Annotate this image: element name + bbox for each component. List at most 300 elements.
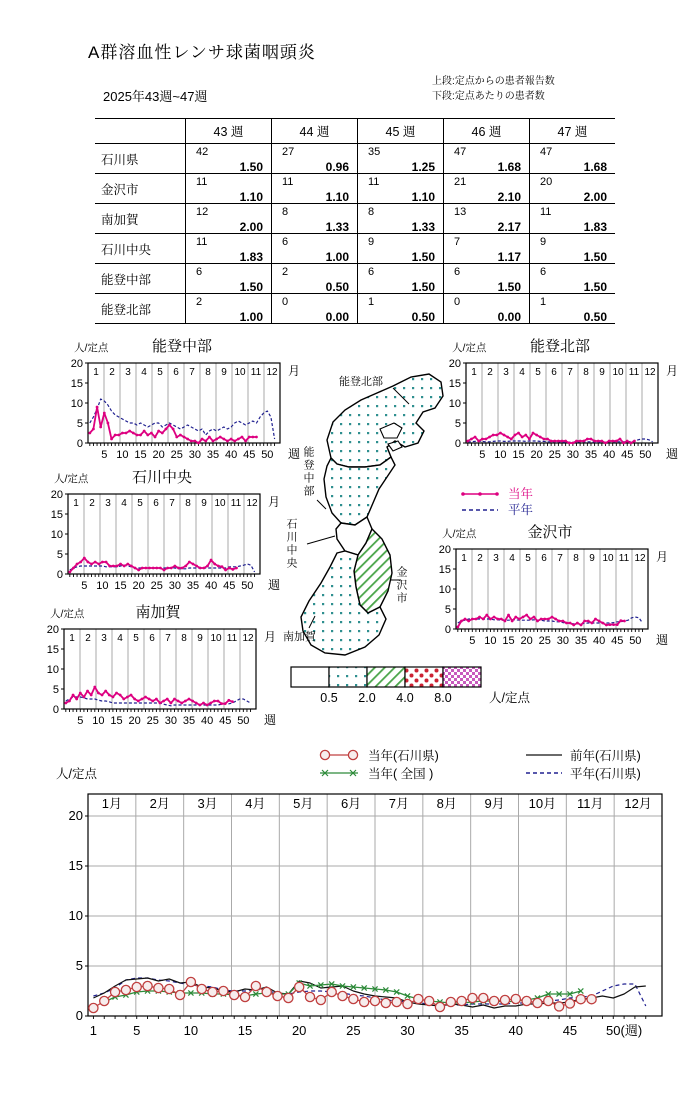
col-header-week45: 45 週 xyxy=(358,119,444,144)
legend-row-current xyxy=(460,486,533,502)
axis-tick-label: 週 xyxy=(264,713,277,727)
scale-box-over-8.0 xyxy=(443,667,481,687)
axis-tick-label: 11月 xyxy=(577,796,604,811)
scale-box-under-0.5 xyxy=(291,667,329,687)
axis-tick-label: 3 xyxy=(105,498,111,509)
per-sentinel-rate: 0.50 xyxy=(411,310,435,324)
axis-tick-label: 50 xyxy=(237,715,250,727)
axis-tick-label: 15 xyxy=(114,580,127,592)
axis-tick-label: 5 xyxy=(157,367,163,378)
report-count: 27 xyxy=(282,146,295,158)
week-value-cell xyxy=(444,204,530,234)
axis-tick-label: 5 xyxy=(525,553,531,564)
previous-year-line-sample xyxy=(524,748,564,762)
report-count: 13 xyxy=(454,206,467,218)
axis-tick-label: 30 xyxy=(566,449,579,461)
chart-canvas xyxy=(69,794,662,1038)
week-value-cell xyxy=(444,234,530,264)
axis-tick-label: 45 xyxy=(243,449,256,461)
axis-tick-label: 6 xyxy=(551,367,557,378)
table-row xyxy=(95,174,615,204)
axis-tick-label: 12月 xyxy=(624,796,652,811)
axis-tick-label: 10 xyxy=(438,584,451,596)
week-value-cell xyxy=(530,294,616,324)
axis-tick-label: 1 xyxy=(461,553,467,564)
week-value-cell xyxy=(444,144,530,174)
x-axis-ticks xyxy=(458,629,668,647)
axis-tick-label: 10 xyxy=(96,580,109,592)
axis-tick-label: 45 xyxy=(223,580,236,592)
per-sentinel-rate: 1.10 xyxy=(325,190,349,204)
y-axis-ticks xyxy=(51,489,68,581)
col-header-week43: 43 週 xyxy=(186,119,272,144)
axis-tick-label: 2 xyxy=(487,367,493,378)
col-header-week44: 44 週 xyxy=(272,119,358,144)
axis-tick-label: 45 xyxy=(562,1023,578,1038)
axis-tick-label: 20 xyxy=(68,808,83,823)
axis-tick-label: 6月 xyxy=(340,796,362,811)
axis-tick-label: 10 xyxy=(210,633,222,644)
per-sentinel-rate: 1.50 xyxy=(497,280,521,294)
current-ishikawa-line-sample xyxy=(316,748,362,762)
week-value-cell xyxy=(186,144,272,174)
table-row xyxy=(95,264,615,294)
axis-tick-label: 11 xyxy=(628,367,640,378)
chart-title: 石川中央 xyxy=(131,469,192,486)
chart-block-minami-kaga xyxy=(28,602,280,736)
per-sentinel-rate: 0.00 xyxy=(497,310,521,324)
axis-tick-label: 5 xyxy=(444,604,451,616)
chart-head xyxy=(32,467,284,484)
report-count: 11 xyxy=(540,206,552,218)
axis-tick-label: 6 xyxy=(153,498,159,509)
axis-tick-label: 1 xyxy=(471,367,477,378)
current-national-line-sample xyxy=(316,766,362,780)
axis-tick-label: 6 xyxy=(173,367,179,378)
chart-canvas xyxy=(51,489,280,592)
legend-current-label: 当年 xyxy=(508,487,534,501)
axis-tick-label: 10 xyxy=(46,664,59,676)
per-sentinel-rate: 0.00 xyxy=(325,310,349,324)
axis-tick-label: 40 xyxy=(508,1023,524,1038)
axis-tick-label: 35 xyxy=(186,580,200,592)
axis-tick-label: 5 xyxy=(535,367,541,378)
note-lower: 下段:定点あたりの患者数 xyxy=(432,91,545,102)
region-name-cell: 石川中央 xyxy=(95,234,186,264)
axis-tick-label: 週 xyxy=(656,633,669,647)
axis-tick-label: 2月 xyxy=(149,796,170,811)
month-grid xyxy=(69,629,276,709)
axis-tick-label: 週 xyxy=(666,447,679,461)
report-period: 2025年43週~47週 xyxy=(103,89,208,104)
axis-tick-label: 40 xyxy=(602,449,616,461)
report-count: 7 xyxy=(454,236,461,248)
chart-canvas xyxy=(449,358,678,461)
axis-tick-label: 9 xyxy=(599,367,605,378)
axis-tick-label: 11 xyxy=(230,498,242,509)
per-sentinel-rate: 2.17 xyxy=(497,220,521,234)
axis-tick-label: 10 xyxy=(92,715,105,727)
axis-tick-label: 7 xyxy=(189,367,195,378)
line-chart-ishikawa-chuo xyxy=(32,484,284,596)
per-sentinel-rate: 1.50 xyxy=(411,280,435,294)
report-count: 6 xyxy=(454,266,461,278)
chart-canvas xyxy=(439,544,668,647)
y-axis-unit-label: 人/定点 xyxy=(442,528,477,540)
week-value-cell xyxy=(444,174,530,204)
big-legend-row2-col1 xyxy=(316,765,433,781)
axis-tick-label: 10 xyxy=(612,367,624,378)
report-count: 0 xyxy=(454,296,461,308)
axis-tick-label: 12 xyxy=(266,367,278,378)
axis-tick-label: 10 xyxy=(234,367,246,378)
report-count: 9 xyxy=(540,236,547,248)
axis-tick-label: 40 xyxy=(224,449,238,461)
axis-tick-label: 40 xyxy=(592,635,606,647)
line-chart-ishikawa-prefecture xyxy=(42,788,692,1046)
week-value-cell xyxy=(272,144,358,174)
axis-tick-label: 0 xyxy=(52,704,59,716)
axis-tick-label: 5月 xyxy=(293,796,314,811)
y-axis-unit-label: 人/定点 xyxy=(50,608,85,620)
scale-label-2.0: 2.0 xyxy=(358,691,376,705)
chart-canvas xyxy=(47,624,276,727)
chart-title: 能登北部 xyxy=(529,338,590,355)
per-sentinel-rate: 1.68 xyxy=(583,160,607,174)
week-value-cell xyxy=(530,144,616,174)
axis-tick-label: 15 xyxy=(237,1023,253,1038)
axis-tick-label: 20 xyxy=(46,624,59,636)
per-sentinel-rate: 1.68 xyxy=(497,160,521,174)
axis-tick-label: 3月 xyxy=(197,796,218,811)
week-value-cell xyxy=(530,174,616,204)
region-name-cell: 金沢市 xyxy=(95,174,186,204)
table-row xyxy=(95,234,615,264)
x-axis-ticks xyxy=(90,1016,646,1038)
axis-tick-label: 10 xyxy=(484,635,497,647)
chart-head xyxy=(28,602,280,619)
map-label-noto-hokubu: 能登北部 xyxy=(339,376,383,388)
axis-tick-label: 15 xyxy=(512,449,525,461)
axis-tick-label: 0 xyxy=(75,1008,83,1023)
legend-current-ishikawa-label: 当年(石川県) xyxy=(368,749,439,763)
week-value-cell xyxy=(186,264,272,294)
axis-tick-label: 7 xyxy=(567,367,573,378)
per-sentinel-rate: 1.50 xyxy=(411,250,435,264)
week-value-cell xyxy=(358,144,444,174)
axis-tick-label: 6 xyxy=(541,553,547,564)
axis-tick-label: 30 xyxy=(164,715,177,727)
x-axis-ticks xyxy=(70,574,280,592)
month-grid xyxy=(93,363,300,443)
table-corner-cell xyxy=(95,119,186,144)
axis-tick-label: 5 xyxy=(56,549,63,561)
chart-head xyxy=(430,336,682,353)
chart-title: 南加賀 xyxy=(135,604,181,621)
table-row xyxy=(95,294,615,324)
report-count: 1 xyxy=(368,296,375,308)
axis-tick-label: 10 xyxy=(183,1023,199,1038)
per-sentinel-rate: 2.00 xyxy=(239,220,263,234)
axis-tick-label: 15 xyxy=(502,635,515,647)
map-region-noto-chubu xyxy=(324,457,395,525)
axis-tick-label: 2 xyxy=(109,367,115,378)
col-header-week47: 47 週 xyxy=(530,119,616,144)
map-label-minami-kaga: 南加賀 xyxy=(283,631,316,643)
axis-tick-label: 1 xyxy=(89,1023,98,1038)
axis-tick-label: 8 xyxy=(583,367,589,378)
axis-tick-label: 35 xyxy=(206,449,220,461)
per-sentinel-rate: 1.50 xyxy=(583,280,607,294)
axis-tick-label: 9 xyxy=(201,498,207,509)
axis-tick-label: 10 xyxy=(448,398,461,410)
axis-tick-label: 10 xyxy=(214,498,226,509)
average-year-line-sample xyxy=(460,504,500,516)
axis-tick-label: 25 xyxy=(150,580,163,592)
axis-tick-label: 35 xyxy=(574,635,588,647)
per-sentinel-rate: 1.10 xyxy=(411,190,435,204)
week-value-cell xyxy=(186,174,272,204)
axis-tick-label: 10月 xyxy=(528,796,557,811)
week-value-cell xyxy=(530,204,616,234)
y-axis-ticks xyxy=(47,624,64,716)
axis-tick-label: 25 xyxy=(346,1023,361,1038)
table-header-row xyxy=(95,119,615,144)
axis-tick-label: 7 xyxy=(169,498,175,509)
axis-tick-label: 15 xyxy=(134,449,147,461)
report-count: 11 xyxy=(196,176,208,188)
axis-tick-label: 0 xyxy=(56,569,63,581)
axis-tick-label: 0 xyxy=(454,438,461,450)
axis-tick-label: 20 xyxy=(50,489,63,501)
axis-tick-label: 20 xyxy=(448,358,461,370)
axis-tick-label: 15 xyxy=(70,378,83,390)
per-sentinel-rate: 1.00 xyxy=(325,250,349,264)
y-axis-unit-label: 人/定点 xyxy=(54,473,89,485)
region-name-cell: 石川県 xyxy=(95,144,186,174)
axis-tick-label: 45 xyxy=(621,449,634,461)
axis-tick-label: 1月 xyxy=(101,796,123,811)
axis-tick-label: 7 xyxy=(557,553,563,564)
week-value-cell xyxy=(186,204,272,234)
report-count: 20 xyxy=(540,176,553,188)
axis-tick-label: 9 xyxy=(197,633,203,644)
scale-label-8.0: 8.0 xyxy=(434,691,452,705)
axis-tick-label: 25 xyxy=(170,449,183,461)
axis-tick-label: 8 xyxy=(205,367,211,378)
average-year-line-sample-big xyxy=(524,766,564,780)
per-sentinel-rate: 1.17 xyxy=(497,250,521,264)
axis-tick-label: 20 xyxy=(438,544,451,556)
per-sentinel-rate: 2.00 xyxy=(583,190,607,204)
report-count: 8 xyxy=(368,206,375,218)
axis-tick-label: 25 xyxy=(548,449,561,461)
per-sentinel-rate: 1.50 xyxy=(583,250,607,264)
axis-tick-label: 20 xyxy=(520,635,533,647)
axis-tick-label: 8月 xyxy=(436,796,457,811)
week-value-cell xyxy=(444,264,530,294)
scale-label-4.0: 4.0 xyxy=(396,691,414,705)
axis-tick-label: 20 xyxy=(70,358,83,370)
axis-tick-label: 35 xyxy=(584,449,598,461)
axis-tick-label: 10 xyxy=(70,398,83,410)
week-value-cell xyxy=(186,294,272,324)
axis-tick-label: 月 xyxy=(656,550,669,564)
report-count: 6 xyxy=(368,266,375,278)
axis-tick-label: 50 xyxy=(629,635,642,647)
axis-tick-label: 5 xyxy=(469,635,476,647)
chart-block-ishikawa-chuo xyxy=(32,467,284,601)
per-sentinel-rate: 1.50 xyxy=(239,280,263,294)
axis-tick-label: 40 xyxy=(204,580,218,592)
axis-tick-label: 50 xyxy=(241,580,254,592)
scale-box-0.5-2.0 xyxy=(329,667,367,687)
week-value-cell xyxy=(530,234,616,264)
ishikawa-prefecture-map xyxy=(283,366,469,658)
per-sentinel-rate: 1.10 xyxy=(239,190,263,204)
axis-tick-label: 7 xyxy=(165,633,171,644)
axis-tick-label: 0 xyxy=(444,624,451,636)
axis-tick-label: 10 xyxy=(494,449,507,461)
report-count: 11 xyxy=(282,176,294,188)
axis-tick-label: 15 xyxy=(110,715,123,727)
axis-tick-label: 5 xyxy=(101,449,108,461)
week-value-cell xyxy=(444,294,530,324)
scale-box-2.0-4.0 xyxy=(367,667,405,687)
chart-block-noto-chubu xyxy=(52,336,304,470)
axis-tick-label: 3 xyxy=(493,553,499,564)
weekly-table-body xyxy=(95,144,615,324)
legend-average-year-label: 平年(石川県) xyxy=(570,767,641,781)
axis-tick-label: 30 xyxy=(400,1023,415,1038)
map-scale-bar xyxy=(289,663,549,705)
axis-tick-label: 10 xyxy=(68,908,83,923)
table-notes xyxy=(432,74,555,104)
report-count: 21 xyxy=(454,176,467,188)
axis-tick-label: 5 xyxy=(76,418,83,430)
axis-tick-label: 10 xyxy=(602,553,614,564)
report-count: 8 xyxy=(282,206,289,218)
per-sentinel-rate: 0.50 xyxy=(325,280,349,294)
report-count: 47 xyxy=(454,146,467,158)
axis-tick-label: 4 xyxy=(509,553,515,564)
axis-tick-label: 50 xyxy=(639,449,652,461)
axis-tick-label: 3 xyxy=(125,367,131,378)
report-count: 6 xyxy=(540,266,547,278)
axis-tick-label: 10 xyxy=(116,449,129,461)
axis-tick-label: 月 xyxy=(264,630,277,644)
axis-tick-label: 週 xyxy=(268,578,281,592)
axis-tick-label: 月 xyxy=(268,495,281,509)
report-count: 9 xyxy=(368,236,375,248)
region-name-cell: 能登北部 xyxy=(95,294,186,324)
axis-tick-label: 12 xyxy=(644,367,656,378)
mini-chart-legend xyxy=(460,486,533,518)
axis-tick-label: 30 xyxy=(168,580,181,592)
axis-tick-label: 25 xyxy=(146,715,159,727)
chart-head xyxy=(52,336,304,353)
axis-tick-label: 5 xyxy=(77,715,84,727)
axis-tick-label: 4 xyxy=(117,633,123,644)
axis-tick-label: 8 xyxy=(573,553,579,564)
axis-tick-label: 月 xyxy=(288,364,301,378)
legend-previous-year-label: 前年(石川県) xyxy=(570,749,641,763)
note-upper: 上段:定点からの患者報告数 xyxy=(432,76,555,87)
chart-title: 能登中部 xyxy=(151,338,212,355)
y-axis-unit-label: 人/定点 xyxy=(452,342,487,354)
report-count: 11 xyxy=(368,176,380,188)
week-value-cell xyxy=(272,174,358,204)
week-value-cell xyxy=(358,174,444,204)
report-count: 0 xyxy=(282,296,289,308)
axis-tick-label: 3 xyxy=(503,367,509,378)
week-value-cell xyxy=(358,234,444,264)
axis-tick-label: 週 xyxy=(288,447,301,461)
axis-tick-label: 1 xyxy=(93,367,99,378)
table-row xyxy=(95,144,615,174)
series-navy-dash xyxy=(90,399,275,439)
region-name-cell: 南加賀 xyxy=(95,204,186,234)
region-name-cell: 能登中部 xyxy=(95,264,186,294)
map-label-ishikawa-chuo: 石川中央 xyxy=(285,518,297,570)
axis-tick-label: 2 xyxy=(85,633,91,644)
axis-tick-label: 50 xyxy=(261,449,274,461)
chart-canvas xyxy=(71,358,300,461)
report-count: 42 xyxy=(196,146,209,158)
axis-tick-label: 10 xyxy=(50,529,63,541)
report-count: 2 xyxy=(282,266,289,278)
axis-tick-label: 20 xyxy=(152,449,165,461)
per-sentinel-rate: 1.83 xyxy=(583,220,607,234)
axis-tick-label: 30 xyxy=(556,635,569,647)
axis-tick-label: 15 xyxy=(438,564,451,576)
per-sentinel-rate: 0.96 xyxy=(325,160,349,174)
axis-tick-label: 35 xyxy=(182,715,196,727)
per-sentinel-rate: 1.83 xyxy=(239,250,263,264)
axis-tick-label: 5 xyxy=(52,684,59,696)
weekly-table xyxy=(95,118,615,324)
legend-current-national-label: 当年( 全国 ) xyxy=(368,767,434,781)
axis-tick-label: 月 xyxy=(666,364,679,378)
axis-tick-label: 4月 xyxy=(245,796,266,811)
axis-tick-label: 9 xyxy=(589,553,595,564)
report-count: 47 xyxy=(540,146,553,158)
axis-tick-label: 15 xyxy=(46,644,59,656)
axis-tick-label: 11 xyxy=(226,633,238,644)
big-legend-row1-col2 xyxy=(524,747,641,763)
axis-tick-label: 4 xyxy=(121,498,127,509)
axis-tick-label: 30 xyxy=(188,449,201,461)
map-label-noto-chubu: 能登中部 xyxy=(302,446,314,498)
axis-tick-label: 20 xyxy=(530,449,543,461)
y-axis-ticks xyxy=(71,358,88,450)
axis-tick-label: 5 xyxy=(479,449,486,461)
axis-tick-label: 2 xyxy=(477,553,483,564)
axis-tick-label: 9 xyxy=(221,367,227,378)
report-count: 1 xyxy=(540,296,547,308)
x-axis-ticks xyxy=(90,443,300,461)
month-grid xyxy=(471,363,678,443)
week-value-cell xyxy=(272,204,358,234)
big-chart-y-unit: 人/定点 xyxy=(56,767,97,781)
report-count: 6 xyxy=(282,236,289,248)
report-count: 11 xyxy=(196,236,208,248)
map-label-kanazawa: 金沢市 xyxy=(395,566,407,605)
scale-unit-label: 人/定点 xyxy=(489,691,530,705)
axis-tick-label: 20 xyxy=(128,715,141,727)
week-value-cell xyxy=(272,264,358,294)
week-value-cell xyxy=(186,234,272,264)
